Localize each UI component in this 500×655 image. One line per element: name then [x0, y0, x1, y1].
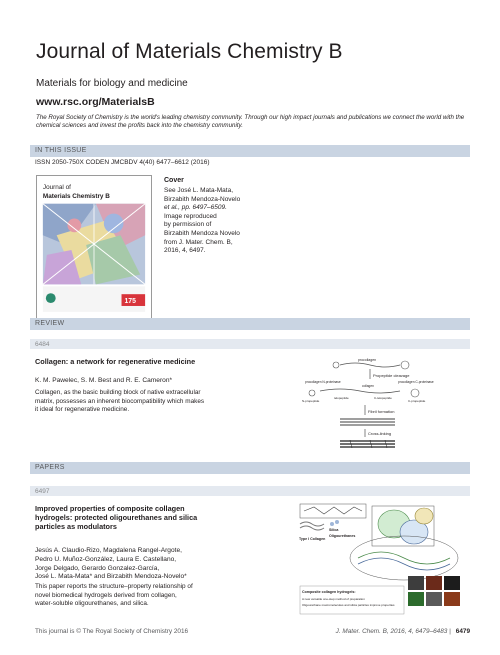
review-abstract-line: matrix, possesses an inherent biocompatibility which makes [35, 397, 205, 405]
cover-line: 2016, 4, 6497. [164, 247, 206, 255]
review-section-label: REVIEW [35, 320, 65, 327]
fig-bullet-1: A new versatile one-step method of preparation [302, 597, 365, 601]
papers-section-label: PAPERS [35, 464, 65, 471]
review-abstract-line: it ideal for regenerative medicine. [35, 406, 130, 414]
paper-abstract [35, 583, 285, 609]
papers-page-bar [30, 486, 470, 496]
cover-line: et al., pp. 6497–6509. [164, 204, 227, 212]
fig-bullet-2: Oligourethane macromolecules and silica particles improve properties [302, 603, 395, 607]
cover-image-title-2: Materials Chemistry B [42, 192, 110, 200]
review-page-bar [30, 339, 470, 349]
review-page-number[interactable]: 6484 [35, 340, 50, 348]
cover-heading: Cover [164, 177, 184, 184]
journal-blurb: The Royal Society of Chemistry is the world's leading chemistry community. Through our high impact journals and publications we connect the world with the chemical sciences and invest the profits back into the chemistry community. [36, 114, 465, 130]
cover-line: See José L. Mata-Mata, [164, 187, 234, 194]
fig-composite-heading: Composite collagen hydrogels: [302, 590, 356, 594]
paper-abstract-line: This paper reports the structure–property relationship of [35, 583, 193, 590]
paper-title[interactable] [35, 504, 285, 531]
fig-c-telopeptide: C-telopeptide [374, 396, 392, 400]
review-section-bar [30, 318, 470, 330]
paper-abstract-line: novel biomedical hydrogels derived from collagen, [35, 591, 177, 599]
fig-c-proteinase: procollagen C-proteinase [398, 380, 434, 384]
fig-c-propeptide: C-propeptide [408, 399, 426, 403]
footer-citation: J. Mater. Chem. B, 2016, 4, 6479–6483 | [335, 628, 451, 635]
review-title[interactable]: Collagen: a network for regenerative medicine [35, 357, 196, 366]
cover-text [164, 187, 274, 256]
fig-propeptide-cleavage: Propeptide cleavage [373, 373, 410, 378]
fig-oligourethanes: Oligourethanes [329, 534, 356, 538]
in-this-issue-label: IN THIS ISSUE [35, 147, 87, 154]
paper-abstract-line: water-soluble oligourethanes, and silica. [35, 600, 149, 608]
footer-citation-block [336, 628, 470, 635]
fig-telopeptide: telopeptide [334, 396, 349, 400]
review-authors: K. M. Pawelec, S. M. Best and R. E. Cameron* [35, 377, 173, 384]
paper-author-line: Pedro U. Muñoz-González, Laura E. Castellano, [35, 555, 177, 563]
journal-title: Journal of Materials Chemistry B [36, 40, 343, 63]
review-abstract [35, 389, 295, 415]
cover-image-title-1: Journal of [42, 184, 71, 192]
review-abstract-line: Collagen, as the basic building block of native extracellular [35, 389, 201, 396]
cover-image-badge: 175 [124, 298, 136, 306]
fig-cross-linking: Cross-linking [368, 431, 392, 436]
cover-line: from J. Mater. Chem. B, [164, 238, 233, 246]
cover-image[interactable] [36, 175, 152, 320]
papers-page-number[interactable]: 6497 [35, 487, 50, 495]
paper-figure [296, 502, 464, 618]
journal-subtitle: Materials for biology and medicine [36, 78, 188, 89]
cover-line: Birzabith Mendoza Novelo [164, 229, 240, 237]
paper-title-line: Improved properties of composite collagen [35, 504, 185, 513]
paper-author-line: Jesús A. Claudio-Rizo, Magdalena Rangel-Argote, [35, 547, 182, 554]
paper-authors [35, 547, 285, 582]
fig-n-propeptide: N-propeptide [302, 399, 320, 403]
issn-line: ISSN 2050-750X CODEN JMCBDV 4(40) 6477–6612 (2016) [35, 159, 210, 166]
paper-author-line: Jorge Delgado, Gerardo Gonzalez-García, [35, 564, 160, 572]
cover-line: by permission of [164, 221, 212, 229]
paper-title-line: hydrogels: protected oligourethanes and silica [35, 513, 198, 522]
cover-line: Birzabith Mendoza-Novelo [164, 195, 241, 203]
fig-fibril-formation: Fibril formation [368, 409, 395, 414]
cover-line: Image reproduced [164, 212, 217, 220]
papers-section-bar [30, 462, 470, 474]
in-this-issue-bar [30, 145, 470, 157]
fig-silica: Silica [329, 528, 339, 532]
fig-procollagen: procollagen [358, 358, 377, 362]
footer-page-number: 6479 [455, 628, 470, 635]
fig-collagen: collagen [362, 384, 374, 388]
fig-n-proteinase: procollagen N-proteinase [305, 380, 341, 384]
review-figure [300, 355, 440, 455]
journal-url[interactable]: www.rsc.org/MaterialsB [36, 96, 155, 108]
footer-copyright: This journal is © The Royal Society of Chemistry 2016 [35, 628, 189, 635]
fig-type-i-collagen: Type I Collagen [299, 537, 326, 541]
paper-title-line: particles as modulators [35, 522, 117, 531]
paper-author-line: José L. Mata-Mata* and Birzabith Mendoza-Novelo* [35, 573, 187, 581]
